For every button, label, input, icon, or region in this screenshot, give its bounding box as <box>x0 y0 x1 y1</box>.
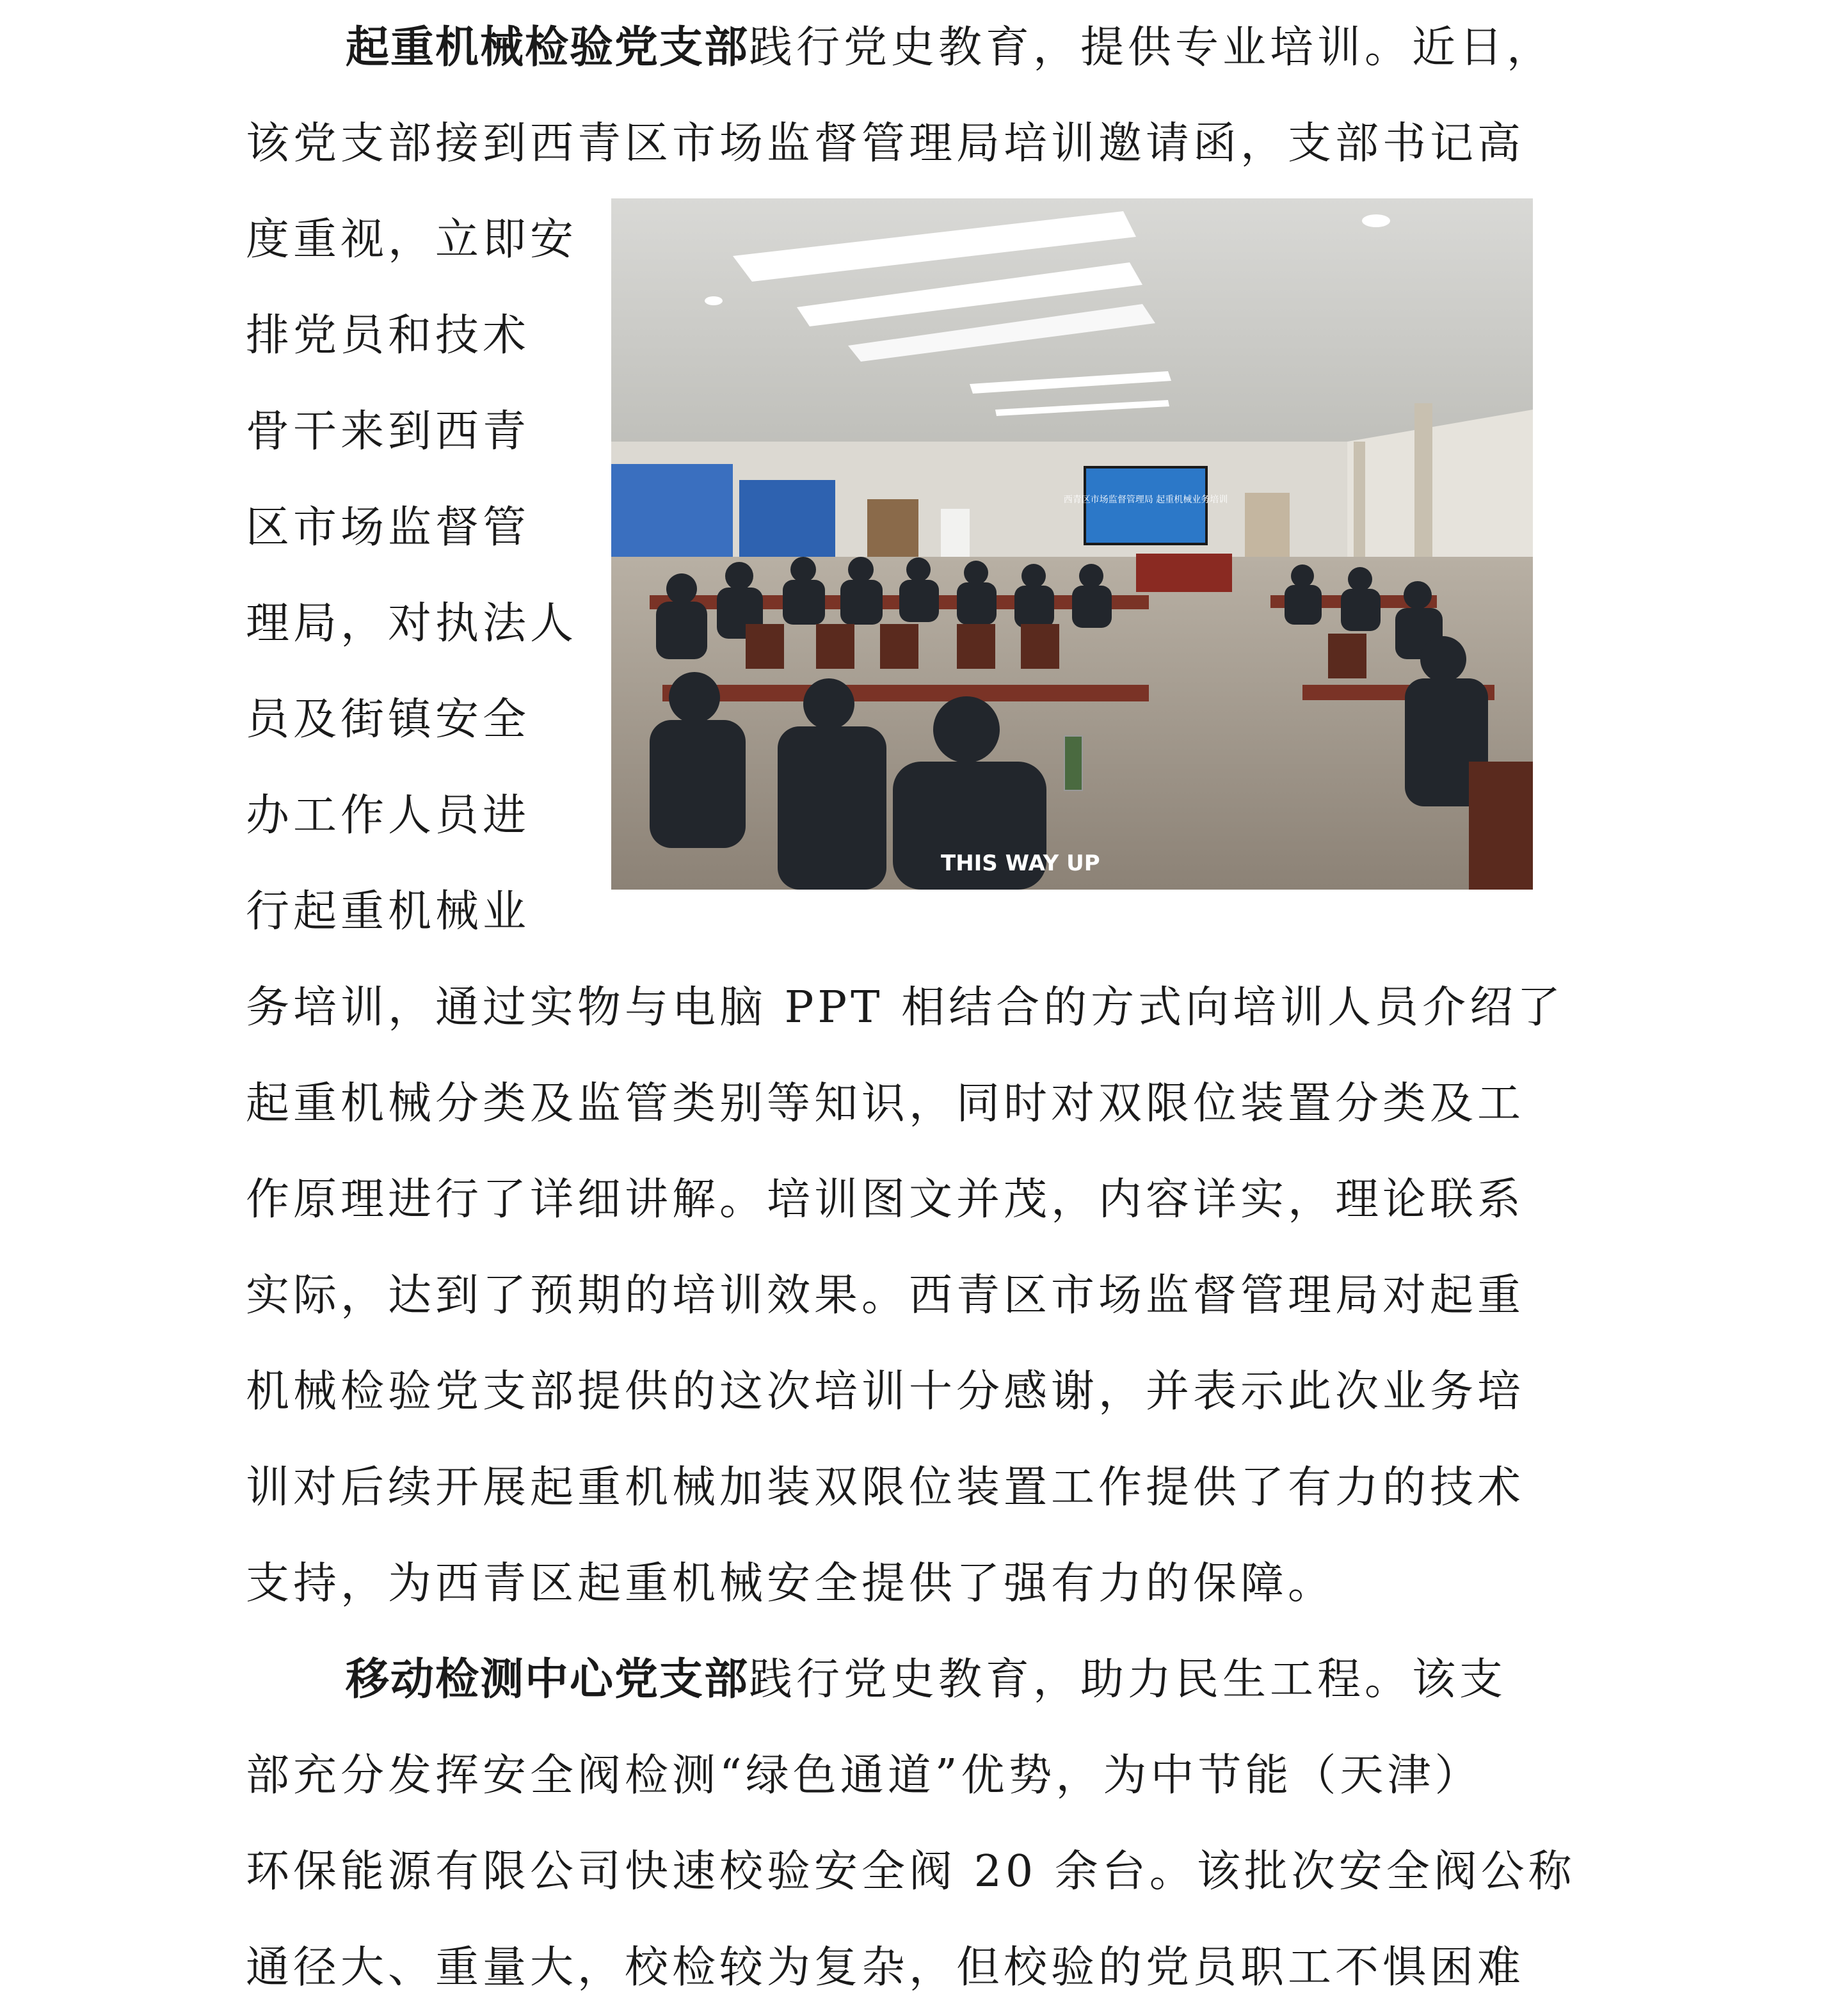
para1-line-3: 排党员和技术 <box>246 310 531 361</box>
desk-row <box>662 685 1149 701</box>
para1-line-0 <box>346 0 1554 96</box>
para1-line-16: 支持，为西青区起重机械安全提供了强有力的保障。 <box>246 1558 1336 1609</box>
para1-line-2: 度重视，立即安 <box>246 214 578 265</box>
para2-heading: 移动检测中心党支部 <box>346 1654 749 1705</box>
para1-line-14: 机械检验党支部提供的这次培训十分感谢，并表示此次业务培 <box>246 1366 1525 1417</box>
para1-line-15: 训对后续开展起重机械加装双限位装置工作提供了有力的技术 <box>246 1462 1525 1513</box>
para2-line-2: 环保能源有限公司快速校验安全阀 20 余台。该批次安全阀公称 <box>246 1846 1576 1897</box>
para2-lead: 践行党史教育，助力民生工程。该支 <box>749 1654 1507 1705</box>
para1-line-1: 该党支部接到西青区市场监督管理局培训邀请函，支部书记高 <box>246 118 1525 169</box>
info-board <box>611 464 733 560</box>
spotlight <box>705 296 723 305</box>
para2-line-0 <box>346 1632 1507 1728</box>
para1-line-13: 实际，达到了预期的培训效果。西青区市场监督管理局对起重 <box>246 1270 1525 1321</box>
para1-heading: 起重机械检验党支部 <box>346 22 749 73</box>
para1-line-12: 作原理进行了详细讲解。培训图文并茂，内容详实，理论联系 <box>246 1174 1525 1225</box>
spotlight <box>1362 214 1390 227</box>
para1-line-7: 员及街镇安全 <box>246 694 531 745</box>
para1-line-11: 起重机械分类及监管类别等知识，同时对双限位装置分类及工 <box>246 1078 1525 1129</box>
screen-title: 西青区市场监督管理局 起重机械业务培训 <box>1063 495 1228 505</box>
wall-scroll <box>1354 442 1365 570</box>
shirt-text: THIS WAY UP <box>941 851 1100 876</box>
para1-line-8: 办工作人员进 <box>246 790 531 841</box>
para1-line-10: 务培训，通过实物与电脑 PPT 相结合的方式向培训人员介绍了 <box>246 982 1565 1033</box>
training-photo <box>611 198 1533 890</box>
water-bottle <box>1064 736 1082 790</box>
podium <box>1136 554 1232 592</box>
para1-line-6: 理局，对执法人 <box>246 598 578 649</box>
para1-line-4: 骨干来到西青 <box>246 406 531 457</box>
projection-screen <box>1085 467 1206 544</box>
para1-line-9: 行起重机械业 <box>246 886 531 937</box>
para2-line-3: 通径大、重量大，校检较为复杂，但校验的党员职工不惧困难 <box>246 1942 1525 1993</box>
para1-line-5: 区市场监督管 <box>246 502 531 553</box>
para1-lead: 践行党史教育，提供专业培训。近日， <box>749 22 1555 73</box>
training-room-illustration <box>611 198 1533 890</box>
para2-line-1: 部充分发挥安全阀检测“绿色通道”优势，为中节能（天津） <box>246 1750 1482 1801</box>
